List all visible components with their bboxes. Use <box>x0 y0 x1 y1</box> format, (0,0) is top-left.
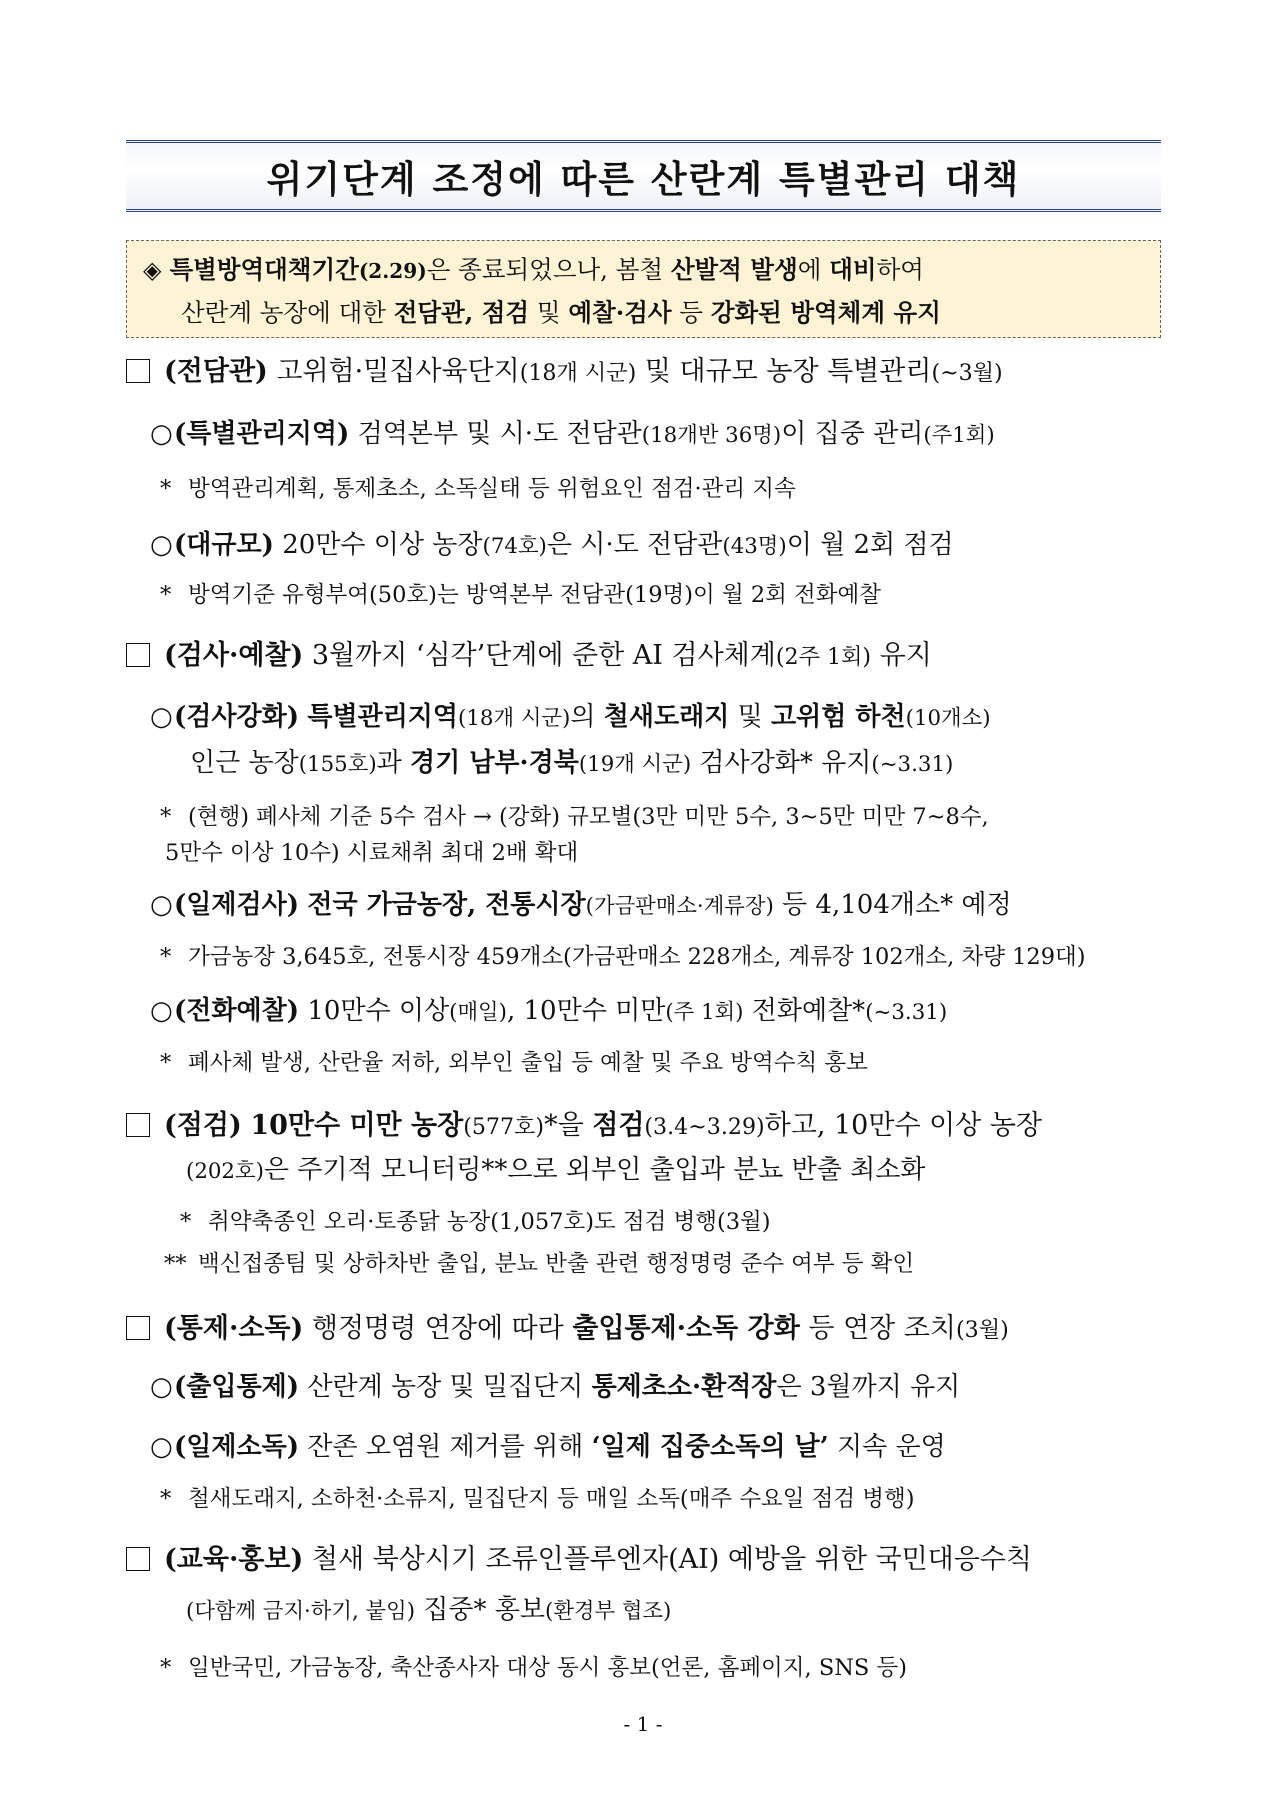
text-run: (가금판매소·계류장) <box>585 894 774 919</box>
square-bullet-icon <box>126 1547 150 1571</box>
text-run: 방역기준 유형부여(50호)는 방역본부 전담관(19명)이 월 2회 전화예찰 <box>188 582 881 608</box>
section-heading <box>126 1106 1042 1147</box>
text-run: 산란계 농장에 대한 <box>181 298 394 327</box>
text-run: (일제검사) <box>174 890 300 920</box>
text-run: (현행) 폐사체 기준 5수 검사 → (강화) 규모별(3만 미만 5수, 3~5만 미만 7~8수, <box>188 804 989 830</box>
circle-bullet-icon: ○ <box>150 419 173 449</box>
footnote <box>180 1205 771 1239</box>
footnote <box>160 1482 915 1516</box>
text-run: (대규모) <box>174 530 274 560</box>
text-run: 폐사체 발생, 산란율 저하, 외부인 출입 등 예찰 및 주요 방역수칙 홍보 <box>188 1050 868 1076</box>
page-number: - 1 - <box>623 1712 663 1736</box>
text-run: (주1회) <box>923 423 995 448</box>
text-run: 강화된 방역체계 유지 <box>710 298 941 327</box>
text-run: 3월까지 ‘심각’단계에 준한 AI 검사체계 <box>303 640 776 671</box>
text-run: (검사강화) <box>174 702 300 732</box>
text-run: 전담관, 점검 <box>393 298 530 327</box>
section-heading <box>126 1309 1009 1350</box>
circle-bullet-icon: ○ <box>150 996 173 1026</box>
asterisk-mark: * <box>160 1486 172 1512</box>
text-run: 10만수 이상 <box>299 996 450 1026</box>
text-run: (~3.31) <box>871 752 954 777</box>
text-run: 취약축종인 오리·토종닭 농장(1,057호)도 점검 병행(3월) <box>208 1209 771 1235</box>
text-run: 등 4,104개소* 예정 <box>773 890 1012 920</box>
asterisk-mark: * <box>160 582 172 608</box>
text-run: 특별방역대책기간 <box>169 255 359 284</box>
asterisk-mark: * <box>160 1050 172 1076</box>
asterisk-mark: * <box>160 804 172 830</box>
sub-item <box>150 1368 960 1406</box>
footnote <box>160 578 881 612</box>
footnote <box>160 940 1086 974</box>
text-run: (43명) <box>722 534 787 559</box>
text-run: (일제소독) <box>174 1432 300 1462</box>
footnote <box>160 800 989 834</box>
footnote <box>160 1046 868 1080</box>
sub-item <box>150 886 1012 926</box>
section-heading <box>126 352 1003 393</box>
text-run: ‘일제 집중소독의 날’ <box>591 1432 829 1462</box>
asterisk-mark: * <box>160 1655 172 1681</box>
asterisk-mark: * <box>160 476 172 502</box>
text-run: 이 집중 관리 <box>781 419 924 449</box>
circle-bullet-icon: ○ <box>150 890 173 920</box>
circle-bullet-icon: ○ <box>150 702 173 732</box>
text-run: (19개 시군) <box>578 752 692 777</box>
text-run: (2.29) <box>358 259 427 283</box>
text-run: 은 주기적 모니터링**으로 외부인 출입과 분뇨 반출 최소화 <box>263 1155 926 1185</box>
text-run: 방역관리계획, 통제초소, 소독실태 등 위험요인 점검·관리 지속 <box>188 476 796 502</box>
text-run: 인근 농장 <box>190 748 299 778</box>
text-run: (10개소) <box>905 706 991 731</box>
square-bullet-icon <box>126 1316 150 1340</box>
section-heading <box>186 1590 671 1632</box>
text-run: (202호) <box>186 1159 264 1184</box>
text-run: 철새도래지, 소하천·소류지, 밀집단지 등 매일 소독(매주 수요일 점검 병행) <box>188 1486 915 1512</box>
text-run: *을 <box>544 1110 593 1141</box>
section-heading <box>126 1540 1032 1580</box>
text-run: (3.4~3.29) <box>644 1114 765 1140</box>
text-run: 과 <box>376 748 411 778</box>
summary-line-1 <box>143 249 1144 292</box>
text-run: (2주 1회) <box>775 644 872 670</box>
text-run: 가금농장 3,645호, 전통시장 459개소(가금판매소 228개소, 계류장 102개소, 차량 129대) <box>188 944 1086 970</box>
circle-bullet-icon: ○ <box>150 1432 173 1462</box>
text-run: 잔존 오염원 제거를 위해 <box>299 1432 592 1462</box>
diamond-bullet-icon: ◈ <box>143 256 162 284</box>
text-run: (~3.31) <box>865 1000 948 1025</box>
text-run: 이 월 2회 점검 <box>786 530 954 560</box>
footnote-continued <box>165 836 578 870</box>
text-run: 집중* 홍보 <box>415 1595 546 1625</box>
text-run: 철새 북상시기 조류인플루엔자(AI) 예방을 위한 국민대응수칙 <box>303 1544 1032 1575</box>
footnote <box>164 1247 914 1281</box>
text-run: 의 <box>570 702 604 732</box>
text-run: 철새도래지 <box>603 702 730 732</box>
text-run: 통제초소·환적장 <box>591 1372 777 1402</box>
text-run: 및 대규모 농장 특별관리 <box>636 356 932 387</box>
section-heading <box>126 636 932 677</box>
text-run: (155호) <box>298 752 377 777</box>
text-run: 행정명령 연장에 따라 <box>303 1313 573 1344</box>
text-run: 하고, 10만수 이상 농장 <box>764 1110 1043 1141</box>
text-run: (통제·소독) <box>164 1313 304 1344</box>
text-run: (18개 시군) <box>458 706 571 731</box>
sub-item <box>150 698 991 738</box>
sub-item <box>150 992 947 1032</box>
text-run: 및 <box>529 298 569 327</box>
text-run: (환경부 협조) <box>545 1599 672 1624</box>
text-run: 5만수 이상 10수) 시료채취 최대 2배 확대 <box>165 840 579 866</box>
text-run: 고위험 하천 <box>770 702 906 732</box>
text-run: (다함께 금지·하기, 붙임) <box>186 1599 416 1624</box>
text-run: 유지 <box>871 640 932 671</box>
text-run: 등 연장 조치 <box>799 1313 956 1344</box>
text-run: 경기 남부·경북 <box>410 748 579 778</box>
summary-line-2 <box>143 292 1144 334</box>
text-run: 은 종료되었으나, 봄철 <box>426 255 671 284</box>
text-run: 특별관리지역 <box>307 702 459 732</box>
text-run: , 10만수 미만 <box>506 996 666 1026</box>
summary-box <box>126 240 1161 338</box>
text-run: 백신접종팀 및 상하차반 출입, 분뇨 반출 관련 행정명령 준수 여부 등 확인 <box>198 1251 915 1277</box>
text-run: 출입통제·소독 강화 <box>572 1313 800 1344</box>
text-run: (74호) <box>482 534 547 559</box>
footnote <box>160 1651 907 1685</box>
text-run: (18개반 36명) <box>641 423 782 448</box>
section-heading <box>186 1150 925 1192</box>
square-bullet-icon <box>126 1113 150 1137</box>
text-run: 예찰·검사 <box>568 298 672 327</box>
text-run: 및 <box>729 702 771 732</box>
text-run: 등 <box>671 298 711 327</box>
text-run: 검사강화* 유지 <box>691 748 872 778</box>
text-run: 에 <box>797 255 830 284</box>
circle-bullet-icon: ○ <box>150 1372 173 1402</box>
sub-item <box>150 526 954 566</box>
text-run: 일반국민, 가금농장, 축산종사자 대상 동시 홍보(언론, 홈페이지, SNS 등) <box>188 1655 908 1681</box>
text-run: (매일) <box>449 1000 507 1025</box>
text-run: 전화예찰* <box>743 996 866 1026</box>
text-run: 은 시·도 전담관 <box>546 530 723 560</box>
text-run: (18개 시군) <box>519 360 637 386</box>
text-run: 은 3월까지 유지 <box>776 1372 961 1402</box>
square-bullet-icon <box>126 643 150 667</box>
text-run: 산발적 발생 <box>670 255 798 284</box>
text-run: 대비 <box>829 255 877 284</box>
text-run: 검역본부 및 시·도 전담관 <box>349 419 642 449</box>
text-run: (교육·홍보) <box>164 1544 304 1575</box>
page-title: 위기단계 조정에 따른 산란계 특별관리 대책 <box>266 158 1021 201</box>
text-run: (특별관리지역) <box>174 419 350 449</box>
text-run: (전화예찰) <box>174 996 300 1026</box>
square-bullet-icon <box>126 359 150 383</box>
text-run: 산란계 농장 및 밀집단지 <box>299 1372 592 1402</box>
text-run: 전국 가금농장, 전통시장 <box>307 890 586 920</box>
title-banner <box>126 140 1161 212</box>
asterisk-mark: * <box>160 944 172 970</box>
footnote <box>160 472 796 506</box>
text-run: 20만수 이상 농장 <box>273 530 483 560</box>
sub-item <box>150 415 995 455</box>
text-run: (주 1회) <box>665 1000 744 1025</box>
text-run: (전담관) <box>164 356 268 387</box>
asterisk-mark: ** <box>164 1251 187 1277</box>
text-run: 점검 <box>592 1110 645 1141</box>
text-run: (검사·예찰) <box>164 640 304 671</box>
text-run: (출입통제) <box>174 1372 300 1402</box>
text-run: 10만수 미만 농장 <box>250 1110 464 1141</box>
text-run: (577호) <box>463 1114 545 1140</box>
text-run: (점검) <box>164 1110 242 1141</box>
asterisk-mark: * <box>180 1209 192 1235</box>
text-run: 하여 <box>876 255 924 284</box>
text-run: (3월) <box>956 1317 1009 1343</box>
text-run: (~3월) <box>931 360 1003 386</box>
circle-bullet-icon: ○ <box>150 530 173 560</box>
text-run: 지속 운영 <box>828 1432 946 1462</box>
sub-item <box>150 1428 946 1466</box>
text-run: 고위험·밀집사육단지 <box>267 356 520 387</box>
sub-item <box>190 744 953 784</box>
